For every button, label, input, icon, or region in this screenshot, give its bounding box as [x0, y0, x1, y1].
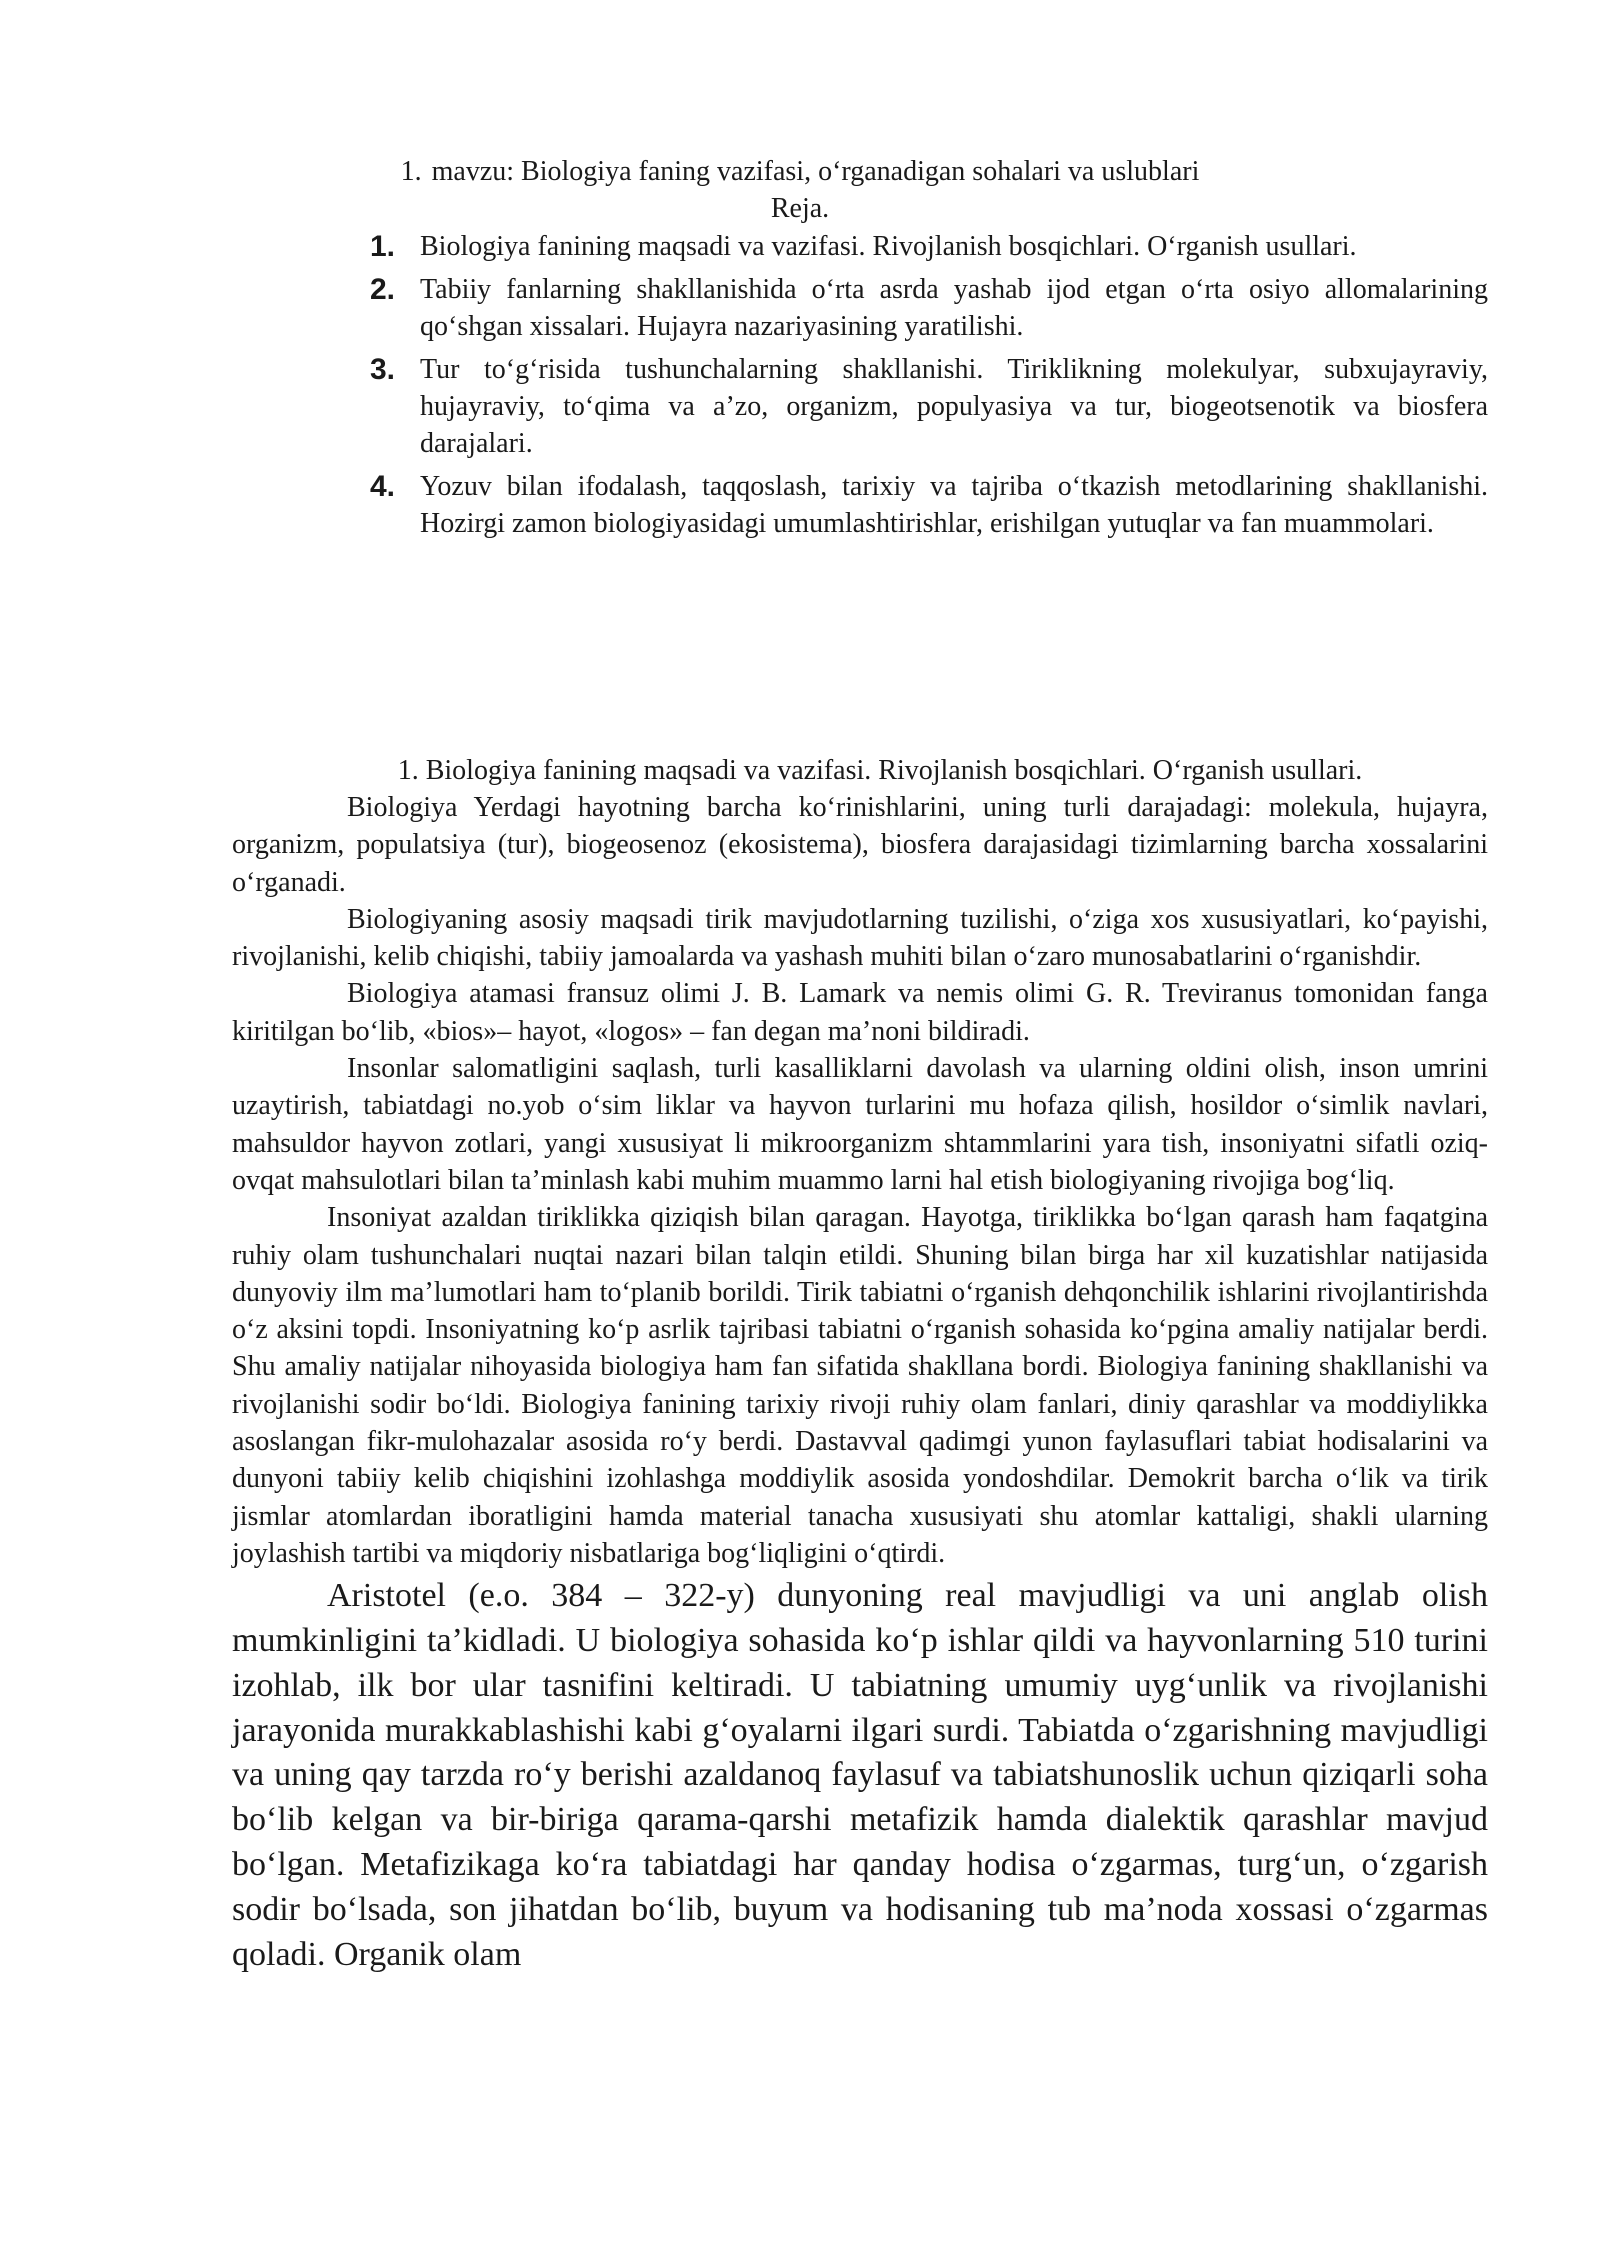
plan-item-text: Tabiiy fanlarning shakllanishida o‘rta asrda yashab ijod etgan o‘rta osiyo allomalarining qo‘shgan xissalari. Hujayra nazariyasining yaratilishi. — [420, 274, 1488, 342]
plan-label: Reja. — [770, 193, 830, 224]
section-heading: 1. Biologiya fanining maqsadi va vazifasi. Rivojlanish bosqichlari. O‘rganish usullari. — [397, 755, 1363, 786]
body-paragraph: Biologiya Yerdagi hayotning barcha ko‘rinishlarini, uning turli darajadagi: molekula, hujayra, organizm, populatsiya (tur), biogeosenoz (ekosistema), biosfera darajasidagi tizimlarning barcha xossalarini o‘rganadi. — [232, 792, 1488, 898]
body-paragraph-large: Aristotel (e.o. 384 – 322-y) dunyoning real mavjudligi va uni anglab olish mumkinligini ta’kidladi. U biologiya sohasida ko‘p ishlar qildi va hayvonlarning 510 turini izohlab, ilk bor ular tasnifini keltiradi. U tabiatning umumiy uyg‘unlik va rivojlanishi jarayonida murakkablashishi kabi g‘oyalarni ilgari surdi. Tabiatda o‘zgarishning mavjudligi va uning qay tarzda ro‘y berishi azaldanoq faylasuf va tabiatshunoslik uchun qiziqarli soha bo‘lib kelgan va bir-biriga qarama-qarshi metafizik hamda dialektik qarashlar mavjud bo‘lgan. Metafizikaga ko‘ra tabiatdagi har qanday hodisa o‘zgarmas, turg‘un, o‘zgarish sodir bo‘lsada, son jihatdan bo‘lib, buyum va hodisaning tub ma’noda xossasi o‘zgarmas qoladi. Organik olam — [232, 1577, 1488, 1973]
plan-item — [370, 271, 1488, 345]
body-paragraph: Biologiya atamasi fransuz olimi J. B. Lamark va nemis olimi G. R. Treviranus tomonidan fanga kiritilgan bo‘lib, «bios»– hayot, «logos» – fan degan ma’noni bildiradi. — [232, 978, 1488, 1047]
plan-list — [370, 228, 1488, 548]
plan-item-number: 2. — [370, 273, 396, 306]
plan-item-text: Yozuv bilan ifodalash, taqqoslash, tarixiy va tajriba o‘tkazish metodlarining shakllanishi. Hozirgi zamon biologiyasidagi umumlashtirishlar, erishilgan yutuqlar va fan muammolari. — [420, 471, 1488, 539]
section-body — [232, 752, 1488, 1977]
plan-item — [370, 228, 1488, 265]
plan-item-number: 3. — [370, 353, 396, 386]
body-paragraph: Insonlar salomatligini saqlash, turli kasalliklarni davolash va ularning oldini olish, inson umrini uzaytirish, tabiatdagi no.yob o‘sim liklar va hayvon turlarini mu hofaza qilish, hosildor o‘simlik navlari, mahsuldor hayvon zotlari, yangi xususiyat li mikroorganizm shtammlarini yara tish, insoniyatni sifatli oziq-ovqat mahsulotlari bilan ta’minlash kabi muhim muammo larni hal etish biologiyaning rivojiga bog‘liq. — [232, 1053, 1488, 1196]
body-paragraph: Insoniyat azaldan tiriklikka qiziqish bilan qaragan. Hayotga, tiriklikka bo‘lgan qarash ham faqatgina ruhiy olam tushunchalari nuqtai nazari bilan talqin etildi. Shuning bilan birga har xil kuzatishlar natijasida dunyoviy ilm ma’lumotlari ham to‘planib borildi. Tirik tabiatni o‘rganish dehqonchilik ishlarini rivojlantirishda o‘z aksini topdi. Insoniyatning ko‘p asrlik tajribasi tabiatni o‘rganish sohasida ko‘pgina amaliy natijalar berdi. Shu amaliy natijalar nihoyasida biologiya ham fan sifatida shakllana bordi. Biologiya fanining shakllanishi va rivojlanishi sodir bo‘ldi. Biologiya fanining tarixiy rivoji ruhiy olam fanlari, diniy qarashlar va moddiylikka asoslangan fikr-mulohazalar asosida ro‘y berdi. Dastavval qadimgi yunon faylasuflari tabiat hodisalarini va dunyoni tabiiy kelib chiqishini izohlashga moddiylik asosida yondoshdilar. Demokrit barcha o‘lik va tirik jismlar atomlardan iboratligini hamda material tanacha xususiyati shu atomlar kattaligi, shakli ularning joylashish tartibi va miqdoriy nisbatlariga bog‘liqligini o‘qtirdi. — [232, 1202, 1488, 1569]
plan-item-text: Tur to‘g‘risida tushunchalarning shakllanishi. Tiriklikning molekulyar, subxujayraviy, hujayraviy, to‘qima va a’zo, organizm, populyasiya va tur, biogeotsenotik va biosfera darajalari. — [420, 354, 1488, 459]
plan-item-text: Biologiya fanining maqsadi va vazifasi. Rivojlanish bosqichlari. O‘rganish usullari. — [420, 231, 1357, 262]
title-text: mavzu: Biologiya faning vazifasi, o‘rganadigan sohalari va uslublari — [431, 156, 1200, 187]
plan-item — [370, 468, 1488, 542]
plan-item-number: 1. — [370, 230, 396, 263]
body-paragraph: Biologiyaning asosiy maqsadi tirik mavjudotlarning tuzilishi, o‘ziga xos xususiyatlari, ko‘payishi, rivojlanishi, kelib chiqishi, tabiiy jamoalarda va yashash muhiti bilan o‘zaro munosabatlarini o‘rganishdir. — [232, 903, 1488, 973]
document-title — [0, 153, 1600, 190]
plan-item — [370, 351, 1488, 462]
title-number: 1. — [400, 156, 422, 187]
plan-item-number: 4. — [370, 470, 396, 503]
